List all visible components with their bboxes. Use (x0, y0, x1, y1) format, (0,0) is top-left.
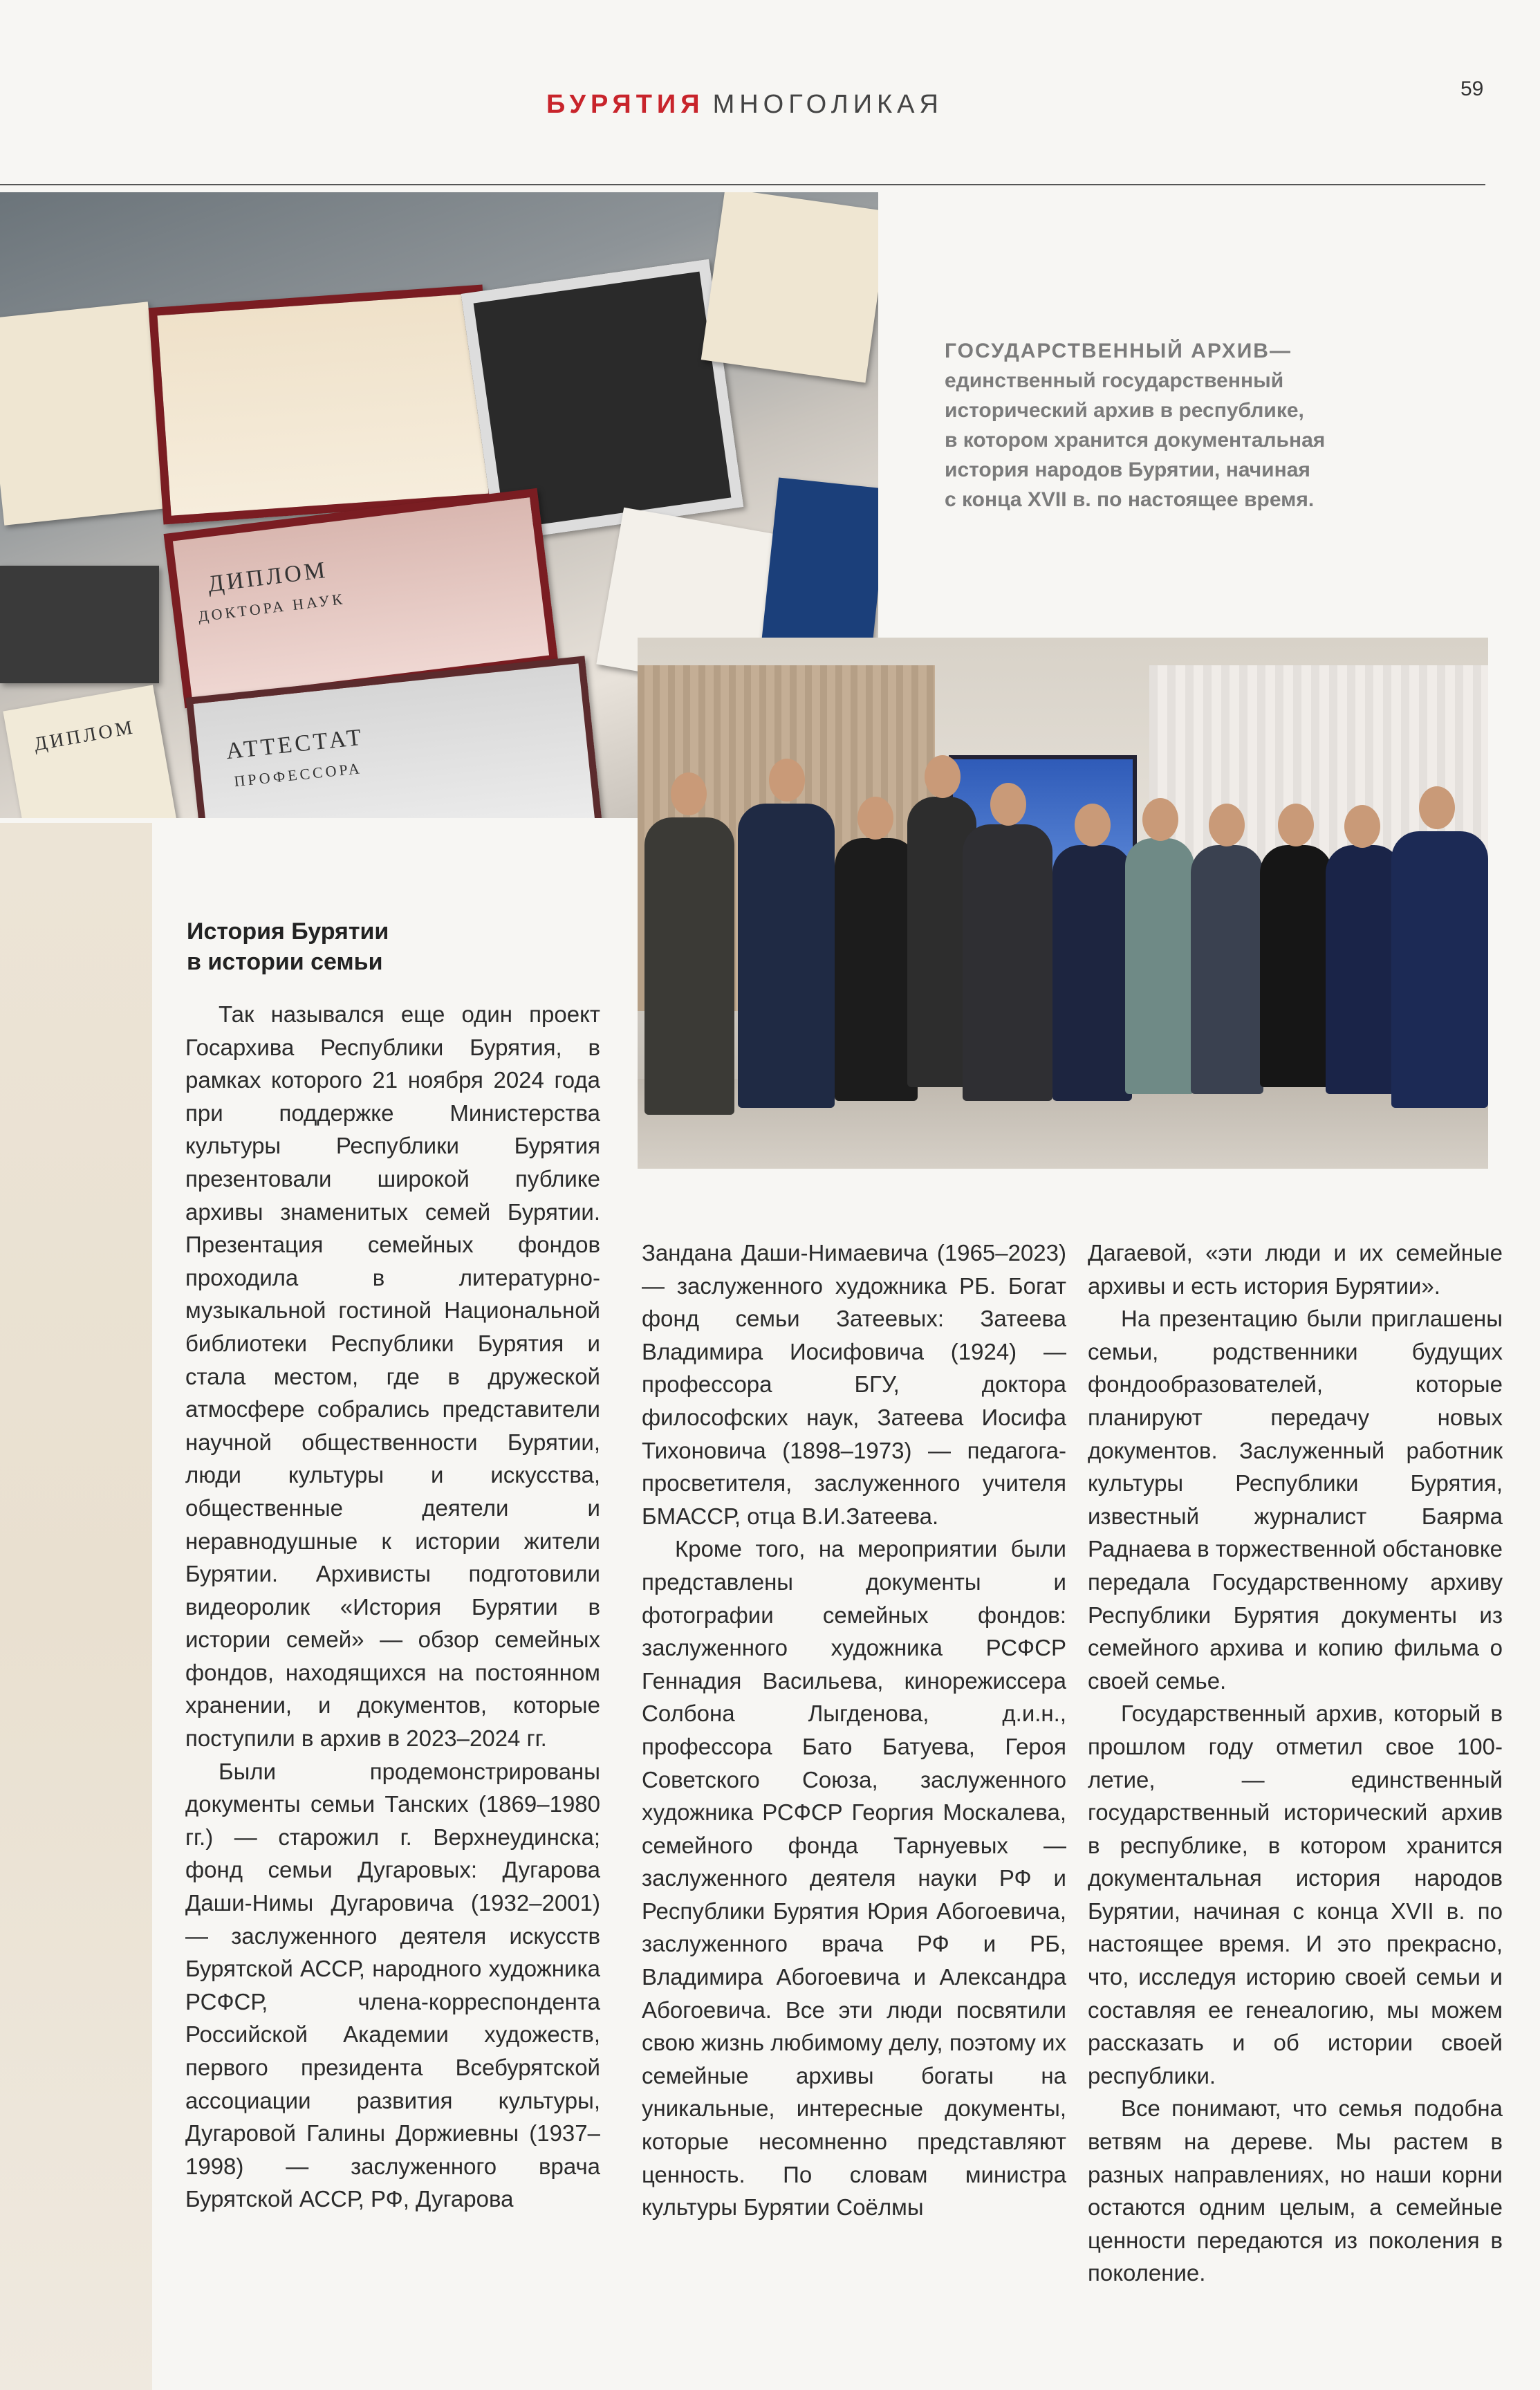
article-column-1 (185, 998, 600, 2216)
person (835, 838, 918, 1101)
handwritten-note (701, 192, 878, 382)
article-column-3 (1088, 1236, 1503, 2290)
paragraph: Все понимают, что семья подобна ветвям на дереве. Мы растем в разных направлениях, но наши корни остаются одним целым, а семейные ценности передаются из поколения в поколение. (1088, 2095, 1503, 2286)
person-head (1075, 804, 1111, 846)
caption-line: с конца XVII в. по настоящее время. (945, 488, 1315, 511)
person-head (1344, 805, 1380, 848)
photo-caption (945, 336, 1387, 515)
diploma-doctor-title: ДИПЛОМ (206, 557, 329, 598)
caption-heading: ГОСУДАРСТВЕННЫЙ АРХИВ— (945, 340, 1292, 362)
group-photo (638, 638, 1488, 1169)
diploma-small-title: ДИПЛОМ (32, 716, 137, 756)
caption-line: исторический архив в республике, (945, 399, 1304, 422)
article-heading (187, 916, 602, 977)
paragraph: Кроме того, на мероприятии были представлены документы и фотографии семейных фондов: заслуженного художника РСФСР Геннадия Васильева, кинорежиссера Солбона Лыгденова, д.и.н., профессора Бато Батуева, Героя Советского Союза, заслуженного художника РСФСР Георгия Москалева, семейного фонда Тарнуевых — заслуженного деятеля науки РФ и Республики Бурятия Юрия Абогоевича, заслуженного врача РФ и РБ, Владимира Абогоевича и Александра Абогоевича. Все эти люди посвятили свою жизнь любимому делу, поэтому их семейные архивы богаты на уникальные, интересные документы, которые несомненно представляют ценность. По словам министра культуры Бурятии Соёлмы (642, 1536, 1066, 2221)
person-head (990, 783, 1026, 826)
attestat-title: АТТЕСТАТ (225, 724, 365, 765)
paragraph: Были продемонстрированы документы семьи Танских (1869–1980 гг.) — старожил г. Верхнеудинска; фонд семьи Дугаровых: Дугарова Даши-Нимы Дугаровича (1932–2001) — заслуженного деятеля искусств Бурятской АССР, народного художника РСФСР, члена-корреспондента Российской Академии художеств, первого президента Всебурятской ассоциации развития культуры, Дугаровой Галины Доржиевны (1937–1998) — заслуженного врача Бурятской АССР, РФ, Дугарова (185, 1758, 600, 2212)
person (738, 804, 835, 1108)
person (644, 817, 734, 1115)
paragraph: Зандана Даши-Нимаевича (1965–2023) — заслуженного художника РБ. Богат фонд семьи Затеевых: Затеева Владимира Иосифовича (1924) — профессора БГУ, доктора философских наук, Затеева Иосифа Тихоновича (1898–1973) — педагога-просветителя, заслуженного учителя БМАССР, отца В.И.Затеева. (642, 1240, 1066, 1529)
person-head (1419, 786, 1455, 829)
article-heading-line: в истории семьи (187, 949, 383, 975)
diploma-doctor-subtitle: ДОКТОРА НАУК (197, 589, 346, 625)
person-head (1209, 804, 1245, 846)
person-head (671, 772, 707, 815)
caption-line: история народов Бурятии, начиная (945, 458, 1310, 481)
article-heading-line: История Бурятии (187, 918, 389, 945)
person-head (1278, 804, 1314, 846)
page-number: 59 (1460, 77, 1484, 100)
header-divider (0, 184, 1485, 185)
decorative-side-panel (0, 823, 152, 2390)
person (1391, 831, 1488, 1108)
caption-line: в котором хранится документальная (945, 429, 1326, 452)
person (1191, 845, 1263, 1094)
person (1052, 845, 1132, 1101)
person (1326, 845, 1402, 1094)
person-head (857, 797, 893, 840)
diploma-small (3, 685, 176, 818)
article-column-2 (642, 1236, 1066, 2224)
paragraph: Государственный архив, который в прошлом году отметил свое 100-летие, — единственный государственный исторический архив в республике, в котором хранится документальная история народов Бурятии, начиная с конца XVII в. по настоящее время. И это прекрасно, что, исследуя историю своей семьи и составляя ее генеалогию, мы можем рассказать и об истории своей республики. (1088, 1701, 1503, 2088)
section-title-rest: МНОГОЛИКАЯ (712, 90, 943, 119)
open-book-left (0, 302, 169, 525)
person-head (925, 755, 961, 798)
section-title-accent: БУРЯТИЯ (546, 90, 705, 119)
old-photo (0, 566, 159, 683)
paragraph: Так назывался еще один проект Госархива Республики Бурятия, в рамках которого 21 ноября 2024 года при поддержке Министерства культуры Республики Бурятия презентовали широкой публике архивы знаменитых семей Бурятии. Презентация семейных фондов проходила в литературно-музыкальной гостиной Национальной библиотеки Республики Бурятия и стала местом, где в дружеской атмосфере собрались представители научной общественности Бурятии, люди культуры и искусства, общественные деятели и неравнодушные к истории жители Бурятии. Архивисты подготовили видеоролик «История Бурятии в истории семей» — обзор семейных фондов, находящихся на постоянном хранении, и документов, которые поступили в архив в 2023–2024 гг. (185, 1001, 600, 1752)
person (963, 824, 1052, 1101)
magazine-section-title (546, 90, 943, 120)
caption-line: единственный государственный (945, 369, 1284, 392)
attestat-subtitle: ПРОФЕССОРА (233, 759, 363, 790)
person (1125, 838, 1194, 1094)
certificate-book (149, 285, 498, 525)
paragraph: На презентацию были приглашены семьи, родственники будущих фондообразователей, которые планируют передачу новых документов. Заслуженный работник культуры Республики Бурятия, известный журналист Баярма Раднаева в торжественной обстановке передала Государственному архиву Республики Бурятия документы из семейного архива и копию фильма о своей семье. (1088, 1306, 1503, 1694)
person-head (1142, 798, 1178, 841)
person-head (769, 759, 805, 802)
person (1260, 845, 1333, 1087)
paragraph: Дагаевой, «эти люди и их семейные архивы и есть история Бурятии». (1088, 1240, 1503, 1299)
